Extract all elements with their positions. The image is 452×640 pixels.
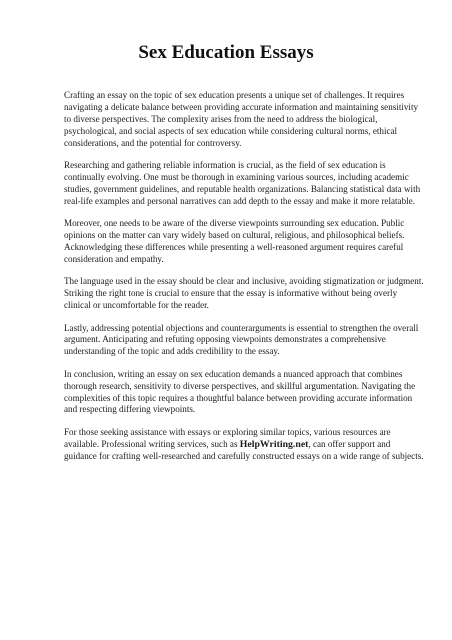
- paragraph-language: The language used in the essay should be clear and inclusive, avoiding stigmatization or judgment. Striking the right tone is crucial to ensure that the essay is informative without being overly clinical or uncomfortable for the reader.: [64, 276, 424, 311]
- paragraph-viewpoints: Moreover, one needs to be aware of the diverse viewpoints surrounding sex education. Public opinions on the matter can vary widely based on cultural, religious, and philosophical beliefs. Acknowledging these differences while presenting a well-reasoned argument requires careful consideration and empathy.: [64, 218, 405, 264]
- closing-text-after: , can offer support and guidance for crafting well-researched and carefully constructed essays on a wide range of subjects.: [64, 438, 424, 461]
- paragraph-intro: Crafting an essay on the topic of sex education presents a unique set of challenges. It requires navigating a delicate balance between providing accurate information and maintaining sensitivity to diverse perspectives. The complexity arises from the need to address the biological, psychological, and social aspects of sex education while considering cultural norms, ethical considerations, and the potential for controversy.: [64, 90, 419, 148]
- paragraph-closing: [64, 427, 424, 463]
- paragraph-counterarguments: Lastly, addressing potential objections and counterarguments is essential to strengthen the overall argument. Anticipating and refuting opposing viewpoints demonstrates a comprehensive understanding of the topic and adds credibility to the essay.: [64, 322, 419, 357]
- closing-text-before: For those seeking assistance with essays or exploring similar topics, various resources are available. Professional writing services, such as: [64, 426, 391, 449]
- paragraph-conclusion: In conclusion, writing an essay on sex education demands a nuanced approach that combines thorough research, sensitivity to diverse perspectives, and skillful argumentation. Navigating the complexities of this topic requires a thoughtful balance between providing accurate information and respecting differing viewpoints.: [64, 368, 416, 415]
- helpwriting-link[interactable]: HelpWriting.net: [239, 438, 309, 450]
- page-title: Sex Education Essays: [138, 42, 314, 63]
- paragraph-research: Researching and gathering reliable information is crucial, as the field of sex education is continually evolving. One must be thorough in examining various sources, including academic studies, government guidelines, and reputable health organizations. Balancing statistical data with real-life examples and personal narratives can add depth to the essay and make it more relatable.: [64, 160, 421, 206]
